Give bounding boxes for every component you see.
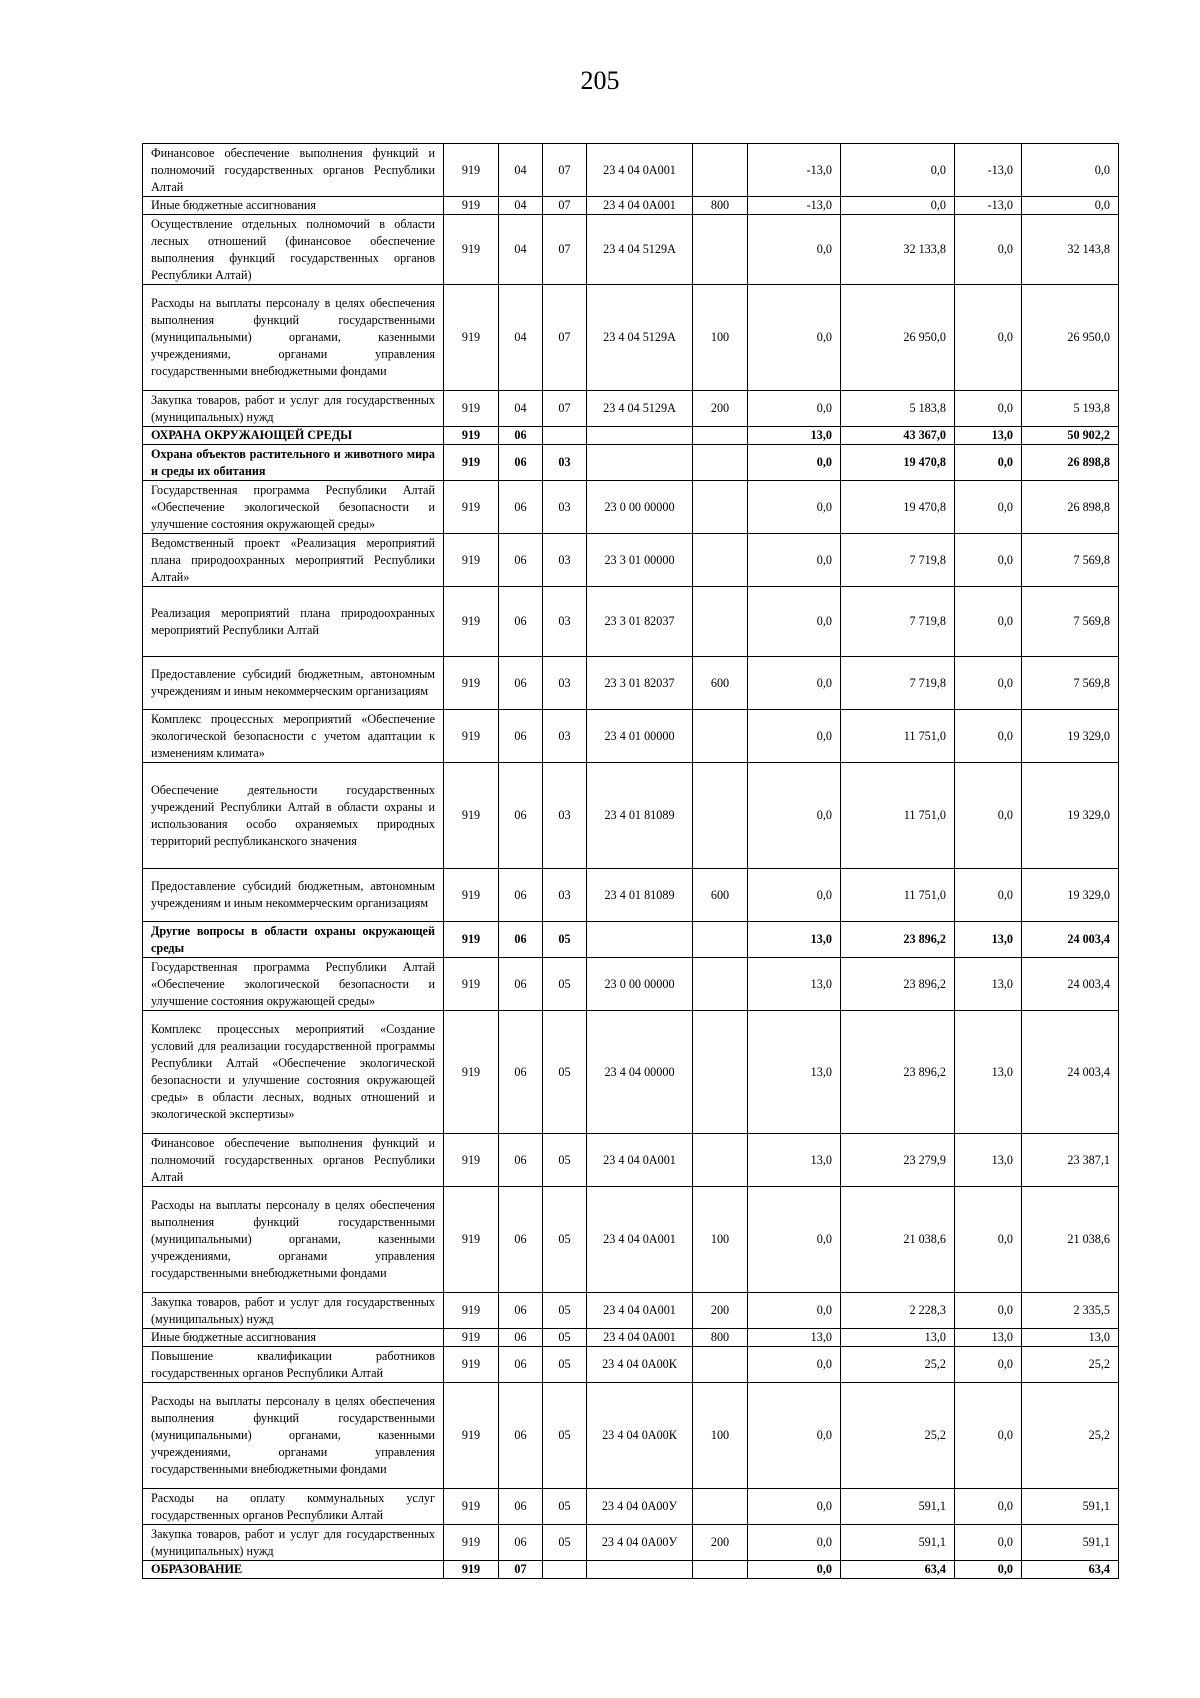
amount-change-2: 0,0 — [955, 391, 1022, 427]
target-article-code: 23 0 00 00000 — [587, 481, 693, 534]
amount-change-1: -13,0 — [748, 144, 841, 197]
ministry-code: 919 — [444, 587, 499, 657]
subsection-code: 07 — [543, 197, 587, 215]
expense-item-name: Расходы на выплаты персоналу в целях обеспечения выполнения функций государственными (муниципальными) органами, казенными учреждениями, органами управления государственными внебюджетными фондами — [143, 285, 444, 391]
table-row — [143, 657, 1119, 710]
target-article-code: 23 4 04 00000 — [587, 1011, 693, 1134]
amount-change-2: 0,0 — [955, 1293, 1022, 1329]
subsection-code: 05 — [543, 1011, 587, 1134]
table-row — [143, 1011, 1119, 1134]
amount-change-1: 0,0 — [748, 1347, 841, 1383]
expense-item-name: Финансовое обеспечение выполнения функций и полномочий государственных органов Республики Алтай — [143, 1134, 444, 1187]
table-row — [143, 1134, 1119, 1187]
amount-change-2: 0,0 — [955, 1525, 1022, 1561]
target-article-code: 23 4 04 0А001 — [587, 1293, 693, 1329]
section-code: 06 — [499, 710, 543, 763]
expense-type-code — [693, 1134, 748, 1187]
ministry-code: 919 — [444, 197, 499, 215]
subsection-code: 03 — [543, 710, 587, 763]
amount-2: 7 569,8 — [1022, 587, 1119, 657]
subsection-code: 07 — [543, 285, 587, 391]
amount-2: 0,0 — [1022, 144, 1119, 197]
ministry-code: 919 — [444, 869, 499, 922]
table-row — [143, 1347, 1119, 1383]
subsection-code: 03 — [543, 657, 587, 710]
section-code: 06 — [499, 763, 543, 869]
expense-type-code: 100 — [693, 1187, 748, 1293]
amount-1: 26 950,0 — [841, 285, 955, 391]
subsection-code: 05 — [543, 1525, 587, 1561]
target-article-code — [587, 427, 693, 445]
amount-2: 13,0 — [1022, 1329, 1119, 1347]
section-code: 06 — [499, 587, 543, 657]
target-article-code: 23 3 01 82037 — [587, 587, 693, 657]
target-article-code: 23 4 04 5129А — [587, 391, 693, 427]
subsection-code: 03 — [543, 481, 587, 534]
section-code: 06 — [499, 1293, 543, 1329]
ministry-code: 919 — [444, 534, 499, 587]
subsection-code: 07 — [543, 215, 587, 285]
table-row — [143, 1489, 1119, 1525]
amount-change-2: 0,0 — [955, 657, 1022, 710]
expense-type-code — [693, 763, 748, 869]
amount-2: 63,4 — [1022, 1561, 1119, 1579]
section-code: 07 — [499, 1561, 543, 1579]
target-article-code — [587, 445, 693, 481]
ministry-code: 919 — [444, 1329, 499, 1347]
section-code: 04 — [499, 285, 543, 391]
amount-change-2: 0,0 — [955, 710, 1022, 763]
expense-item-name: Закупка товаров, работ и услуг для государственных (муниципальных) нужд — [143, 1525, 444, 1561]
amount-change-2: 0,0 — [955, 481, 1022, 534]
section-code: 06 — [499, 481, 543, 534]
ministry-code: 919 — [444, 1293, 499, 1329]
table-row — [143, 534, 1119, 587]
amount-2: 25,2 — [1022, 1383, 1119, 1489]
expense-type-code — [693, 1561, 748, 1579]
table-row — [143, 587, 1119, 657]
table-row — [143, 1561, 1119, 1579]
table-row — [143, 1293, 1119, 1329]
amount-1: 11 751,0 — [841, 763, 955, 869]
section-code: 04 — [499, 391, 543, 427]
budget-table — [142, 143, 1119, 1579]
table-row — [143, 427, 1119, 445]
table-row — [143, 710, 1119, 763]
expense-type-code: 100 — [693, 1383, 748, 1489]
expense-item-name: Ведомственный проект «Реализация мероприятий плана природоохранных мероприятий Республики Алтай» — [143, 534, 444, 587]
ministry-code: 919 — [444, 391, 499, 427]
amount-2: 23 387,1 — [1022, 1134, 1119, 1187]
amount-2: 26 898,8 — [1022, 445, 1119, 481]
target-article-code: 23 4 04 0А00У — [587, 1489, 693, 1525]
amount-change-1: 0,0 — [748, 1561, 841, 1579]
expense-type-code — [693, 144, 748, 197]
expense-type-code — [693, 215, 748, 285]
section-code: 04 — [499, 215, 543, 285]
amount-change-1: 13,0 — [748, 427, 841, 445]
amount-1: 43 367,0 — [841, 427, 955, 445]
table-row — [143, 481, 1119, 534]
amount-2: 19 329,0 — [1022, 763, 1119, 869]
section-code: 06 — [499, 534, 543, 587]
expense-item-name: Закупка товаров, работ и услуг для государственных (муниципальных) нужд — [143, 391, 444, 427]
expense-type-code — [693, 534, 748, 587]
amount-1: 23 279,9 — [841, 1134, 955, 1187]
amount-1: 25,2 — [841, 1347, 955, 1383]
amount-change-2: 13,0 — [955, 922, 1022, 958]
amount-change-1: -13,0 — [748, 197, 841, 215]
expense-type-code: 100 — [693, 285, 748, 391]
amount-1: 23 896,2 — [841, 922, 955, 958]
amount-2: 5 193,8 — [1022, 391, 1119, 427]
target-article-code: 23 4 04 5129А — [587, 215, 693, 285]
amount-change-1: 0,0 — [748, 657, 841, 710]
target-article-code: 23 0 00 00000 — [587, 958, 693, 1011]
amount-1: 7 719,8 — [841, 657, 955, 710]
amount-change-1: 0,0 — [748, 1525, 841, 1561]
target-article-code: 23 4 04 0А00К — [587, 1383, 693, 1489]
target-article-code: 23 4 04 0А001 — [587, 144, 693, 197]
ministry-code: 919 — [444, 1561, 499, 1579]
subsection-code: 05 — [543, 1489, 587, 1525]
table-row — [143, 922, 1119, 958]
expense-type-code — [693, 1489, 748, 1525]
amount-change-1: 0,0 — [748, 391, 841, 427]
amount-1: 13,0 — [841, 1329, 955, 1347]
expense-item-name: Повышение квалификации работников государственных органов Республики Алтай — [143, 1347, 444, 1383]
expense-type-code — [693, 445, 748, 481]
target-article-code — [587, 922, 693, 958]
amount-2: 32 143,8 — [1022, 215, 1119, 285]
table-row — [143, 869, 1119, 922]
ministry-code: 919 — [444, 958, 499, 1011]
expense-type-code: 600 — [693, 657, 748, 710]
subsection-code: 05 — [543, 1134, 587, 1187]
section-code: 06 — [499, 1011, 543, 1134]
table-row — [143, 1525, 1119, 1561]
table-row — [143, 1329, 1119, 1347]
section-code: 06 — [499, 1347, 543, 1383]
amount-2: 24 003,4 — [1022, 958, 1119, 1011]
amount-1: 591,1 — [841, 1525, 955, 1561]
target-article-code: 23 4 04 0А00У — [587, 1525, 693, 1561]
target-article-code: 23 4 04 0А001 — [587, 1134, 693, 1187]
section-code: 04 — [499, 144, 543, 197]
subsection-code: 03 — [543, 763, 587, 869]
section-code: 06 — [499, 869, 543, 922]
ministry-code: 919 — [444, 922, 499, 958]
target-article-code: 23 4 04 0А001 — [587, 1329, 693, 1347]
amount-change-2: 0,0 — [955, 445, 1022, 481]
amount-change-2: 13,0 — [955, 427, 1022, 445]
amount-change-2: 0,0 — [955, 1347, 1022, 1383]
subsection-code: 05 — [543, 922, 587, 958]
amount-change-1: 13,0 — [748, 958, 841, 1011]
table-row — [143, 1383, 1119, 1489]
section-code: 06 — [499, 1187, 543, 1293]
amount-2: 0,0 — [1022, 197, 1119, 215]
expense-type-code — [693, 922, 748, 958]
amount-change-1: 0,0 — [748, 215, 841, 285]
expense-type-code: 200 — [693, 391, 748, 427]
amount-2: 591,1 — [1022, 1525, 1119, 1561]
amount-2: 26 950,0 — [1022, 285, 1119, 391]
ministry-code: 919 — [444, 1011, 499, 1134]
amount-change-1: 0,0 — [748, 285, 841, 391]
amount-change-1: 13,0 — [748, 1329, 841, 1347]
amount-change-2: 0,0 — [955, 534, 1022, 587]
expense-item-name: ОБРАЗОВАНИЕ — [143, 1561, 444, 1579]
target-article-code: 23 3 01 00000 — [587, 534, 693, 587]
amount-change-1: 0,0 — [748, 1293, 841, 1329]
amount-change-2: 0,0 — [955, 215, 1022, 285]
table-row — [143, 144, 1119, 197]
table-row — [143, 958, 1119, 1011]
expense-item-name: Другие вопросы в области охраны окружающей среды — [143, 922, 444, 958]
ministry-code: 919 — [444, 144, 499, 197]
amount-2: 25,2 — [1022, 1347, 1119, 1383]
expense-type-code: 800 — [693, 1329, 748, 1347]
expense-type-code: 200 — [693, 1525, 748, 1561]
ministry-code: 919 — [444, 215, 499, 285]
amount-change-1: 13,0 — [748, 922, 841, 958]
ministry-code: 919 — [444, 1347, 499, 1383]
expense-item-name: Расходы на выплаты персоналу в целях обеспечения выполнения функций государственными (муниципальными) органами, казенными учреждениями, органами управления государственными внебюджетными фондами — [143, 1383, 444, 1489]
amount-1: 19 470,8 — [841, 445, 955, 481]
subsection-code: 05 — [543, 1293, 587, 1329]
subsection-code: 05 — [543, 1187, 587, 1293]
amount-change-2: -13,0 — [955, 144, 1022, 197]
table-row — [143, 445, 1119, 481]
expense-type-code — [693, 1011, 748, 1134]
target-article-code: 23 3 01 82037 — [587, 657, 693, 710]
section-code: 04 — [499, 197, 543, 215]
amount-change-1: 0,0 — [748, 1187, 841, 1293]
section-code: 06 — [499, 1329, 543, 1347]
ministry-code: 919 — [444, 657, 499, 710]
amount-2: 26 898,8 — [1022, 481, 1119, 534]
subsection-code: 05 — [543, 1383, 587, 1489]
amount-1: 7 719,8 — [841, 587, 955, 657]
expense-item-name: Государственная программа Республики Алтай «Обеспечение экологической безопасности и улучшение состояния окружающей среды» — [143, 481, 444, 534]
expense-item-name: Государственная программа Республики Алтай «Обеспечение экологической безопасности и улучшение состояния окружающей среды» — [143, 958, 444, 1011]
expense-item-name: Иные бюджетные ассигнования — [143, 197, 444, 215]
expense-item-name: Расходы на выплаты персоналу в целях обеспечения выполнения функций государственными (муниципальными) органами, казенными учреждениями, органами управления государственными внебюджетными фондами — [143, 1187, 444, 1293]
subsection-code: 03 — [543, 587, 587, 657]
subsection-code: 05 — [543, 958, 587, 1011]
expense-type-code — [693, 1347, 748, 1383]
target-article-code: 23 4 01 81089 — [587, 869, 693, 922]
amount-2: 19 329,0 — [1022, 710, 1119, 763]
expense-item-name: Закупка товаров, работ и услуг для государственных (муниципальных) нужд — [143, 1293, 444, 1329]
amount-change-1: 0,0 — [748, 710, 841, 763]
ministry-code: 919 — [444, 763, 499, 869]
table-row — [143, 285, 1119, 391]
budget-table-body — [143, 144, 1119, 1579]
ministry-code: 919 — [444, 427, 499, 445]
expense-item-name: Расходы на оплату коммунальных услуг государственных органов Республики Алтай — [143, 1489, 444, 1525]
target-article-code — [587, 1561, 693, 1579]
expense-item-name: Предоставление субсидий бюджетным, автономным учреждениям и иным некоммерческим организациям — [143, 657, 444, 710]
expense-item-name: Предоставление субсидий бюджетным, автономным учреждениям и иным некоммерческим организациям — [143, 869, 444, 922]
amount-1: 5 183,8 — [841, 391, 955, 427]
amount-2: 2 335,5 — [1022, 1293, 1119, 1329]
amount-1: 23 896,2 — [841, 1011, 955, 1134]
amount-1: 21 038,6 — [841, 1187, 955, 1293]
amount-change-2: 0,0 — [955, 1561, 1022, 1579]
expense-type-code: 200 — [693, 1293, 748, 1329]
amount-change-2: 13,0 — [955, 1329, 1022, 1347]
amount-1: 25,2 — [841, 1383, 955, 1489]
expense-type-code — [693, 587, 748, 657]
amount-1: 19 470,8 — [841, 481, 955, 534]
ministry-code: 919 — [444, 1134, 499, 1187]
amount-change-1: 0,0 — [748, 869, 841, 922]
amount-1: 2 228,3 — [841, 1293, 955, 1329]
amount-change-1: 0,0 — [748, 587, 841, 657]
ministry-code: 919 — [444, 710, 499, 763]
expense-item-name: Охрана объектов растительного и животного мира и среды их обитания — [143, 445, 444, 481]
amount-change-2: 0,0 — [955, 763, 1022, 869]
amount-change-1: 0,0 — [748, 763, 841, 869]
amount-change-2: 0,0 — [955, 869, 1022, 922]
amount-change-1: 0,0 — [748, 534, 841, 587]
amount-change-2: 0,0 — [955, 1383, 1022, 1489]
section-code: 06 — [499, 958, 543, 1011]
section-code: 06 — [499, 922, 543, 958]
subsection-code: 03 — [543, 534, 587, 587]
amount-change-2: 0,0 — [955, 1489, 1022, 1525]
amount-1: 11 751,0 — [841, 710, 955, 763]
amount-1: 7 719,8 — [841, 534, 955, 587]
expense-item-name: Комплекс процессных мероприятий «Обеспечение экологической безопасности с учетом адаптации к изменениям климата» — [143, 710, 444, 763]
section-code: 06 — [499, 1525, 543, 1561]
amount-change-2: 13,0 — [955, 1011, 1022, 1134]
expense-item-name: Иные бюджетные ассигнования — [143, 1329, 444, 1347]
subsection-code: 05 — [543, 1347, 587, 1383]
expense-item-name: ОХРАНА ОКРУЖАЮЩЕЙ СРЕДЫ — [143, 427, 444, 445]
amount-change-1: 13,0 — [748, 1134, 841, 1187]
amount-2: 7 569,8 — [1022, 534, 1119, 587]
target-article-code: 23 4 01 81089 — [587, 763, 693, 869]
amount-1: 23 896,2 — [841, 958, 955, 1011]
section-code: 06 — [499, 1489, 543, 1525]
expense-type-code — [693, 427, 748, 445]
table-row — [143, 763, 1119, 869]
section-code: 06 — [499, 657, 543, 710]
expense-item-name: Комплекс процессных мероприятий «Создание условий для реализации государственной программы Республики Алтай «Обеспечение экологической безопасности и улучшение состояния окружающей среды» в области лесных, водных отношений и экологической экспертизы» — [143, 1011, 444, 1134]
amount-2: 50 902,2 — [1022, 427, 1119, 445]
ministry-code: 919 — [444, 1187, 499, 1293]
subsection-code: 07 — [543, 144, 587, 197]
page-number: 205 — [580, 66, 620, 95]
section-code: 06 — [499, 1383, 543, 1489]
subsection-code — [543, 427, 587, 445]
expense-type-code: 800 — [693, 197, 748, 215]
subsection-code: 03 — [543, 869, 587, 922]
table-row — [143, 215, 1119, 285]
amount-change-1: 0,0 — [748, 445, 841, 481]
amount-change-1: 0,0 — [748, 1489, 841, 1525]
ministry-code: 919 — [444, 1489, 499, 1525]
amount-1: 32 133,8 — [841, 215, 955, 285]
amount-change-2: 13,0 — [955, 1134, 1022, 1187]
amount-change-1: 0,0 — [748, 481, 841, 534]
amount-change-2: 0,0 — [955, 285, 1022, 391]
amount-2: 591,1 — [1022, 1489, 1119, 1525]
amount-1: 63,4 — [841, 1561, 955, 1579]
target-article-code: 23 4 04 5129А — [587, 285, 693, 391]
amount-2: 7 569,8 — [1022, 657, 1119, 710]
amount-2: 19 329,0 — [1022, 869, 1119, 922]
subsection-code: 07 — [543, 391, 587, 427]
amount-change-2: -13,0 — [955, 197, 1022, 215]
target-article-code: 23 4 04 0А00К — [587, 1347, 693, 1383]
subsection-code: 03 — [543, 445, 587, 481]
expense-type-code — [693, 958, 748, 1011]
amount-change-2: 13,0 — [955, 958, 1022, 1011]
expense-item-name: Финансовое обеспечение выполнения функций и полномочий государственных органов Республики Алтай — [143, 144, 444, 197]
amount-change-2: 0,0 — [955, 587, 1022, 657]
table-row — [143, 197, 1119, 215]
ministry-code: 919 — [444, 1525, 499, 1561]
amount-change-2: 0,0 — [955, 1187, 1022, 1293]
expense-item-name: Осуществление отдельных полномочий в области лесных отношений (финансовое обеспечение выполнения функций государственных органов Республики Алтай) — [143, 215, 444, 285]
expense-item-name: Реализация мероприятий плана природоохранных мероприятий Республики Алтай — [143, 587, 444, 657]
target-article-code: 23 4 04 0А001 — [587, 1187, 693, 1293]
expense-type-code — [693, 710, 748, 763]
amount-1: 0,0 — [841, 144, 955, 197]
subsection-code: 05 — [543, 1329, 587, 1347]
ministry-code: 919 — [444, 445, 499, 481]
amount-change-1: 13,0 — [748, 1011, 841, 1134]
section-code: 06 — [499, 427, 543, 445]
section-code: 06 — [499, 445, 543, 481]
target-article-code: 23 4 04 0А001 — [587, 197, 693, 215]
amount-1: 591,1 — [841, 1489, 955, 1525]
ministry-code: 919 — [444, 481, 499, 534]
amount-change-1: 0,0 — [748, 1383, 841, 1489]
amount-2: 21 038,6 — [1022, 1187, 1119, 1293]
section-code: 06 — [499, 1134, 543, 1187]
expense-item-name: Обеспечение деятельности государственных учреждений Республики Алтай в области охраны и использования особо охраняемых природных территорий республиканского значения — [143, 763, 444, 869]
amount-2: 24 003,4 — [1022, 922, 1119, 958]
amount-2: 24 003,4 — [1022, 1011, 1119, 1134]
amount-1: 0,0 — [841, 197, 955, 215]
subsection-code — [543, 1561, 587, 1579]
table-row — [143, 391, 1119, 427]
ministry-code: 919 — [444, 1383, 499, 1489]
ministry-code: 919 — [444, 285, 499, 391]
target-article-code: 23 4 01 00000 — [587, 710, 693, 763]
amount-1: 11 751,0 — [841, 869, 955, 922]
expense-type-code: 600 — [693, 869, 748, 922]
table-row — [143, 1187, 1119, 1293]
expense-type-code — [693, 481, 748, 534]
